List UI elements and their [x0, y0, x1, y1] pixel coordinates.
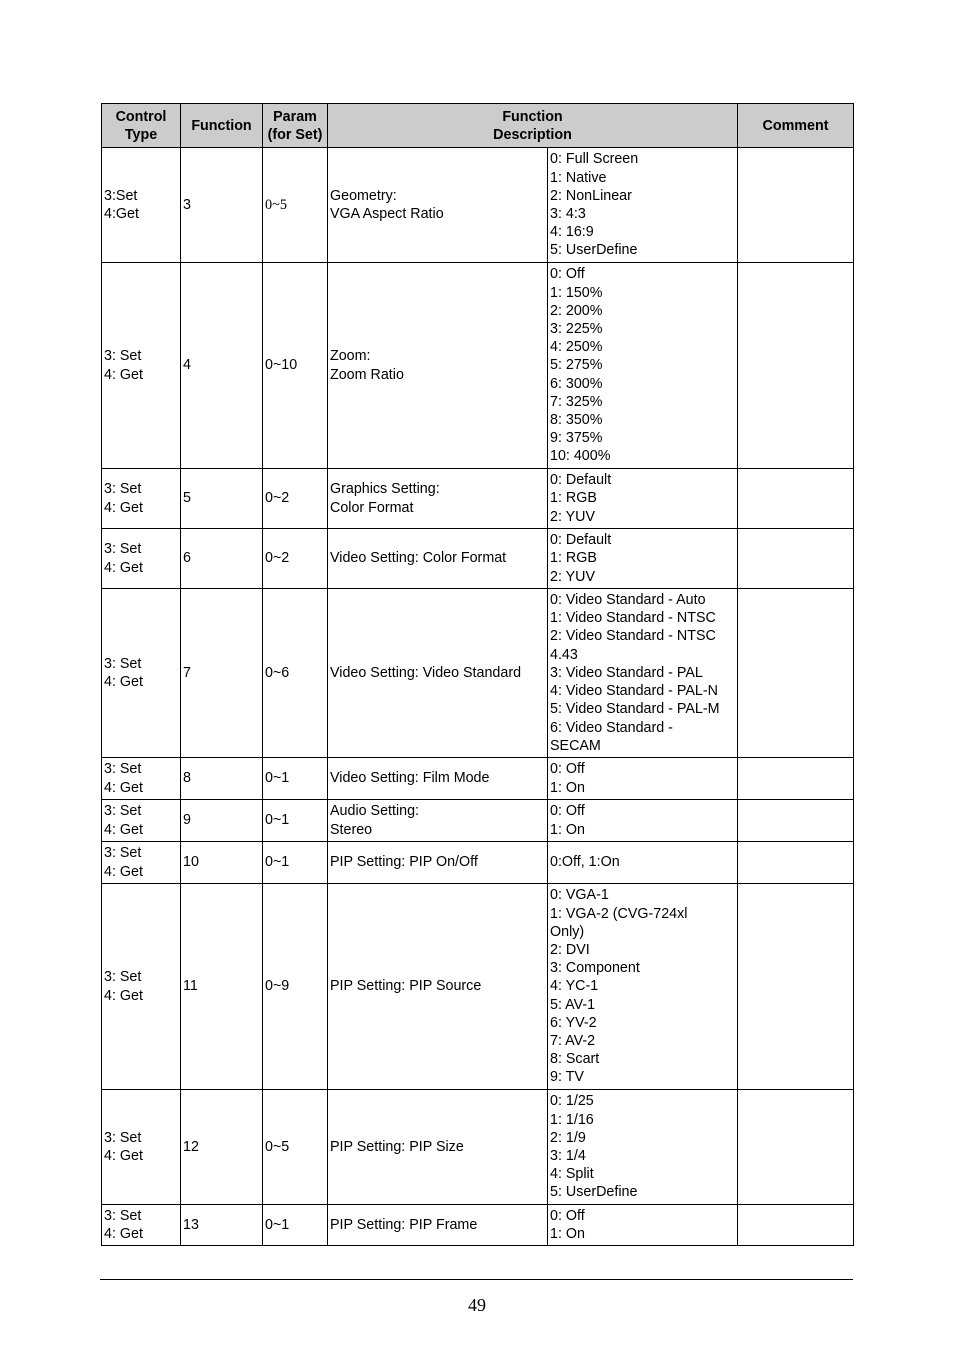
description-name-cell — [328, 758, 548, 800]
description-values-cell-line: 9: TV — [550, 1069, 584, 1086]
description-values-cell-line: 6: Video Standard - — [550, 719, 673, 736]
comment-cell — [738, 1205, 854, 1246]
description-values-cell-line: 0: Default — [550, 532, 612, 549]
control-type-cell-line: 4: Get — [104, 863, 143, 880]
description-name-cell — [328, 263, 548, 469]
control-type-cell-line: 3: Set — [104, 481, 142, 498]
description-name-cell-line: Color Format — [330, 499, 414, 516]
description-values-cell-line: 1: Video Standard - NTSC — [550, 610, 716, 627]
description-values-cell-line: 7: AV-2 — [550, 1033, 596, 1049]
function-cell: 7 — [181, 589, 263, 758]
description-values-cell — [548, 800, 738, 842]
description-values-cell-line: 1: On — [550, 779, 585, 796]
description-values-cell-line: 2: NonLinear — [550, 187, 632, 204]
description-values-cell-line: 0: Full Screen — [550, 151, 639, 168]
description-values-cell-line: 0: Off — [550, 761, 585, 778]
control-type-cell-line: 4: Get — [104, 1226, 143, 1242]
function-cell: 12 — [181, 1090, 263, 1205]
description-values-cell-line: 2: Video Standard - NTSC — [550, 628, 716, 645]
description-values-cell-line: 9: 375% — [550, 430, 603, 447]
description-values-cell-line: 8: 350% — [550, 412, 603, 428]
description-values-cell-line: 4.43 — [550, 646, 578, 663]
table-row — [102, 469, 854, 529]
description-values-cell — [548, 884, 738, 1090]
control-type-cell-line: 3: Set — [104, 348, 142, 365]
control-type-cell — [102, 758, 181, 800]
control-type-cell-line: 4: Get — [104, 987, 143, 1004]
description-name-cell-line: PIP Setting: PIP Frame — [330, 1216, 478, 1233]
header-control-type: Control Type — [102, 104, 181, 148]
comment-cell — [738, 148, 854, 263]
description-name-cell-line: Video Setting: Color Format — [330, 550, 507, 567]
description-values-cell-line: 4: 250% — [550, 339, 603, 356]
control-type-cell — [102, 842, 181, 884]
comment-cell — [738, 758, 854, 800]
description-values-cell-line: 3: Video Standard - PAL — [550, 664, 703, 681]
description-name-cell — [328, 884, 548, 1090]
control-type-cell-line: 3: Set — [104, 761, 142, 778]
comment-cell — [738, 263, 854, 469]
description-name-cell-line: Video Setting: Video Standard — [330, 664, 522, 681]
page-number: 49 — [468, 1295, 486, 1315]
description-values-cell-line: 10: 400% — [550, 448, 611, 465]
control-type-cell-line: 4: Get — [104, 559, 143, 576]
description-values-cell — [548, 1205, 738, 1246]
description-values-cell — [548, 589, 738, 758]
description-values-cell-line: 3: 1/4 — [550, 1148, 586, 1164]
description-values-cell-line: 5: UserDefine — [550, 1184, 638, 1201]
description-values-cell-line: 5: AV-1 — [550, 996, 596, 1013]
table-row — [102, 800, 854, 842]
description-values-cell-line: 0:Off, 1:On — [550, 854, 620, 871]
description-values-cell — [548, 148, 738, 263]
description-name-cell-line: PIP Setting: PIP Size — [330, 1138, 464, 1155]
table-row — [102, 1205, 854, 1246]
control-type-cell-line: 4: Get — [104, 366, 143, 383]
param-cell: 0~1 — [263, 842, 328, 884]
description-name-cell — [328, 842, 548, 884]
table-row — [102, 263, 854, 469]
footer-divider — [100, 1279, 853, 1280]
description-values-cell-line: 1: RGB — [550, 550, 597, 567]
description-values-cell-line: 5: Video Standard - PAL-M — [550, 701, 720, 718]
control-type-cell-line: 3: Set — [104, 969, 142, 986]
description-values-cell-line: 4: YC-1 — [550, 978, 599, 995]
description-name-cell-line: Geometry: — [330, 187, 397, 204]
description-values-cell-line: 0: Default — [550, 472, 612, 489]
control-type-cell — [102, 1090, 181, 1205]
comment-cell — [738, 800, 854, 842]
function-cell: 5 — [181, 469, 263, 529]
description-name-cell — [328, 800, 548, 842]
description-name-cell-line: Stereo — [330, 821, 373, 838]
function-cell: 4 — [181, 263, 263, 469]
description-name-cell-line: PIP Setting: PIP On/Off — [330, 854, 478, 871]
comment-cell — [738, 469, 854, 529]
description-name-cell — [328, 589, 548, 758]
description-name-cell — [328, 529, 548, 589]
function-cell: 3 — [181, 148, 263, 263]
description-name-cell — [328, 1090, 548, 1205]
control-type-cell — [102, 263, 181, 469]
control-type-cell-line: 3:Set — [104, 187, 138, 204]
description-values-cell-line: 3: 225% — [550, 320, 603, 337]
function-cell: 10 — [181, 842, 263, 884]
header-row — [102, 104, 854, 148]
comment-cell — [738, 842, 854, 884]
control-type-cell-line: 4: Get — [104, 499, 143, 516]
description-values-cell-line: 7: 325% — [550, 393, 603, 410]
control-type-cell-line: 4: Get — [104, 1148, 143, 1164]
table-row — [102, 148, 854, 263]
header-function-description: Function Description — [328, 104, 738, 148]
control-type-cell — [102, 800, 181, 842]
description-values-cell-line: 2: 1/9 — [550, 1129, 586, 1146]
description-values-cell-line: 5: 275% — [550, 357, 603, 374]
description-values-cell-line: 8: Scart — [550, 1051, 600, 1068]
control-type-cell-line: 3: Set — [104, 803, 142, 820]
description-name-cell — [328, 469, 548, 529]
description-name-cell — [328, 1205, 548, 1246]
description-values-cell-line: 1: RGB — [550, 490, 597, 507]
description-values-cell-line: 4: Video Standard - PAL-N — [550, 683, 718, 700]
header-param: Param (for Set) — [263, 104, 328, 148]
description-name-cell-line: VGA Aspect Ratio — [330, 206, 444, 222]
table-row — [102, 1090, 854, 1205]
param-cell: 0~2 — [263, 529, 328, 589]
description-values-cell-line: 1: Native — [550, 169, 607, 186]
description-values-cell — [548, 758, 738, 800]
comment-cell — [738, 1090, 854, 1205]
control-type-cell-line: 3: Set — [104, 1207, 142, 1224]
table-row — [102, 758, 854, 800]
function-cell: 13 — [181, 1205, 263, 1246]
description-values-cell-line: 2: YUV — [550, 568, 596, 585]
description-values-cell-line: 0: VGA-1 — [550, 887, 609, 904]
description-values-cell-line: 1: 150% — [550, 284, 603, 301]
control-type-cell-line: 3: Set — [104, 845, 142, 862]
description-values-cell — [548, 263, 738, 469]
control-type-cell-line: 3: Set — [104, 655, 142, 672]
function-cell: 8 — [181, 758, 263, 800]
description-name-cell — [328, 148, 548, 263]
control-type-cell — [102, 469, 181, 529]
param-cell: 0~5 — [263, 148, 328, 263]
control-type-cell-line: 3: Set — [104, 1129, 142, 1146]
description-values-cell-line: 6: YV-2 — [550, 1014, 597, 1031]
param-cell: 0~5 — [263, 1090, 328, 1205]
control-type-cell — [102, 1205, 181, 1246]
description-values-cell — [548, 842, 738, 884]
description-values-cell-line: 5: UserDefine — [550, 242, 638, 259]
description-name-cell-line: Zoom Ratio — [330, 366, 404, 383]
description-values-cell-line: 1: On — [550, 821, 585, 838]
function-cell: 6 — [181, 529, 263, 589]
function-cell: 11 — [181, 884, 263, 1090]
description-values-cell-line: 0: Video Standard - Auto — [550, 592, 706, 609]
comment-cell — [738, 529, 854, 589]
description-values-cell-line: 2: YUV — [550, 508, 596, 525]
control-type-cell — [102, 884, 181, 1090]
description-values-cell-line: 1: 1/16 — [550, 1111, 594, 1128]
command-table — [101, 103, 854, 1246]
control-type-cell-line: 4: Get — [104, 674, 143, 690]
param-cell: 0~1 — [263, 1205, 328, 1246]
description-values-cell-line: Only) — [550, 923, 585, 940]
description-values-cell-line: 0: 1/25 — [550, 1093, 594, 1110]
control-type-cell — [102, 589, 181, 758]
description-values-cell-line: 3: Component — [550, 960, 640, 977]
control-type-cell-line: 3: Set — [104, 541, 142, 558]
table-row — [102, 842, 854, 884]
control-type-cell-line: 4: Get — [104, 821, 143, 838]
description-values-cell — [548, 1090, 738, 1205]
param-cell: 0~6 — [263, 589, 328, 758]
description-values-cell-line: 2: 200% — [550, 302, 603, 319]
description-values-cell — [548, 529, 738, 589]
table-row — [102, 884, 854, 1090]
param-cell: 0~9 — [263, 884, 328, 1090]
header-function: Function — [181, 104, 263, 148]
table-row — [102, 589, 854, 758]
param-cell: 0~2 — [263, 469, 328, 529]
param-cell: 0~10 — [263, 263, 328, 469]
description-name-cell-line: Graphics Setting: — [330, 481, 440, 498]
description-values-cell-line: 4: 16:9 — [550, 224, 594, 241]
description-values-cell-line: 0: Off — [550, 1207, 585, 1224]
comment-cell — [738, 884, 854, 1090]
control-type-cell — [102, 529, 181, 589]
param-cell: 0~1 — [263, 758, 328, 800]
description-values-cell-line: 4: Split — [550, 1166, 594, 1183]
table-row — [102, 529, 854, 589]
description-values-cell-line: 3: 4:3 — [550, 206, 586, 222]
description-values-cell-line: SECAM — [550, 737, 601, 754]
description-values-cell-line: 0: Off — [550, 266, 585, 283]
description-values-cell-line: 6: 300% — [550, 375, 603, 392]
control-type-cell — [102, 148, 181, 263]
description-values-cell-line: 1: VGA-2 (CVG-724xl — [550, 905, 688, 922]
description-values-cell-line: 0: Off — [550, 803, 585, 820]
description-name-cell-line: Video Setting: Film Mode — [330, 770, 490, 787]
control-type-cell-line: 4: Get — [104, 779, 143, 796]
description-name-cell-line: Audio Setting: — [330, 803, 420, 820]
description-values-cell — [548, 469, 738, 529]
comment-cell — [738, 589, 854, 758]
param-cell: 0~1 — [263, 800, 328, 842]
description-values-cell-line: 1: On — [550, 1226, 585, 1242]
header-comment: Comment — [738, 104, 854, 148]
description-name-cell-line: PIP Setting: PIP Source — [330, 978, 482, 995]
function-cell: 9 — [181, 800, 263, 842]
control-type-cell-line: 4:Get — [104, 206, 139, 222]
description-name-cell-line: Zoom: — [330, 348, 371, 365]
description-values-cell-line: 2: DVI — [550, 941, 590, 958]
